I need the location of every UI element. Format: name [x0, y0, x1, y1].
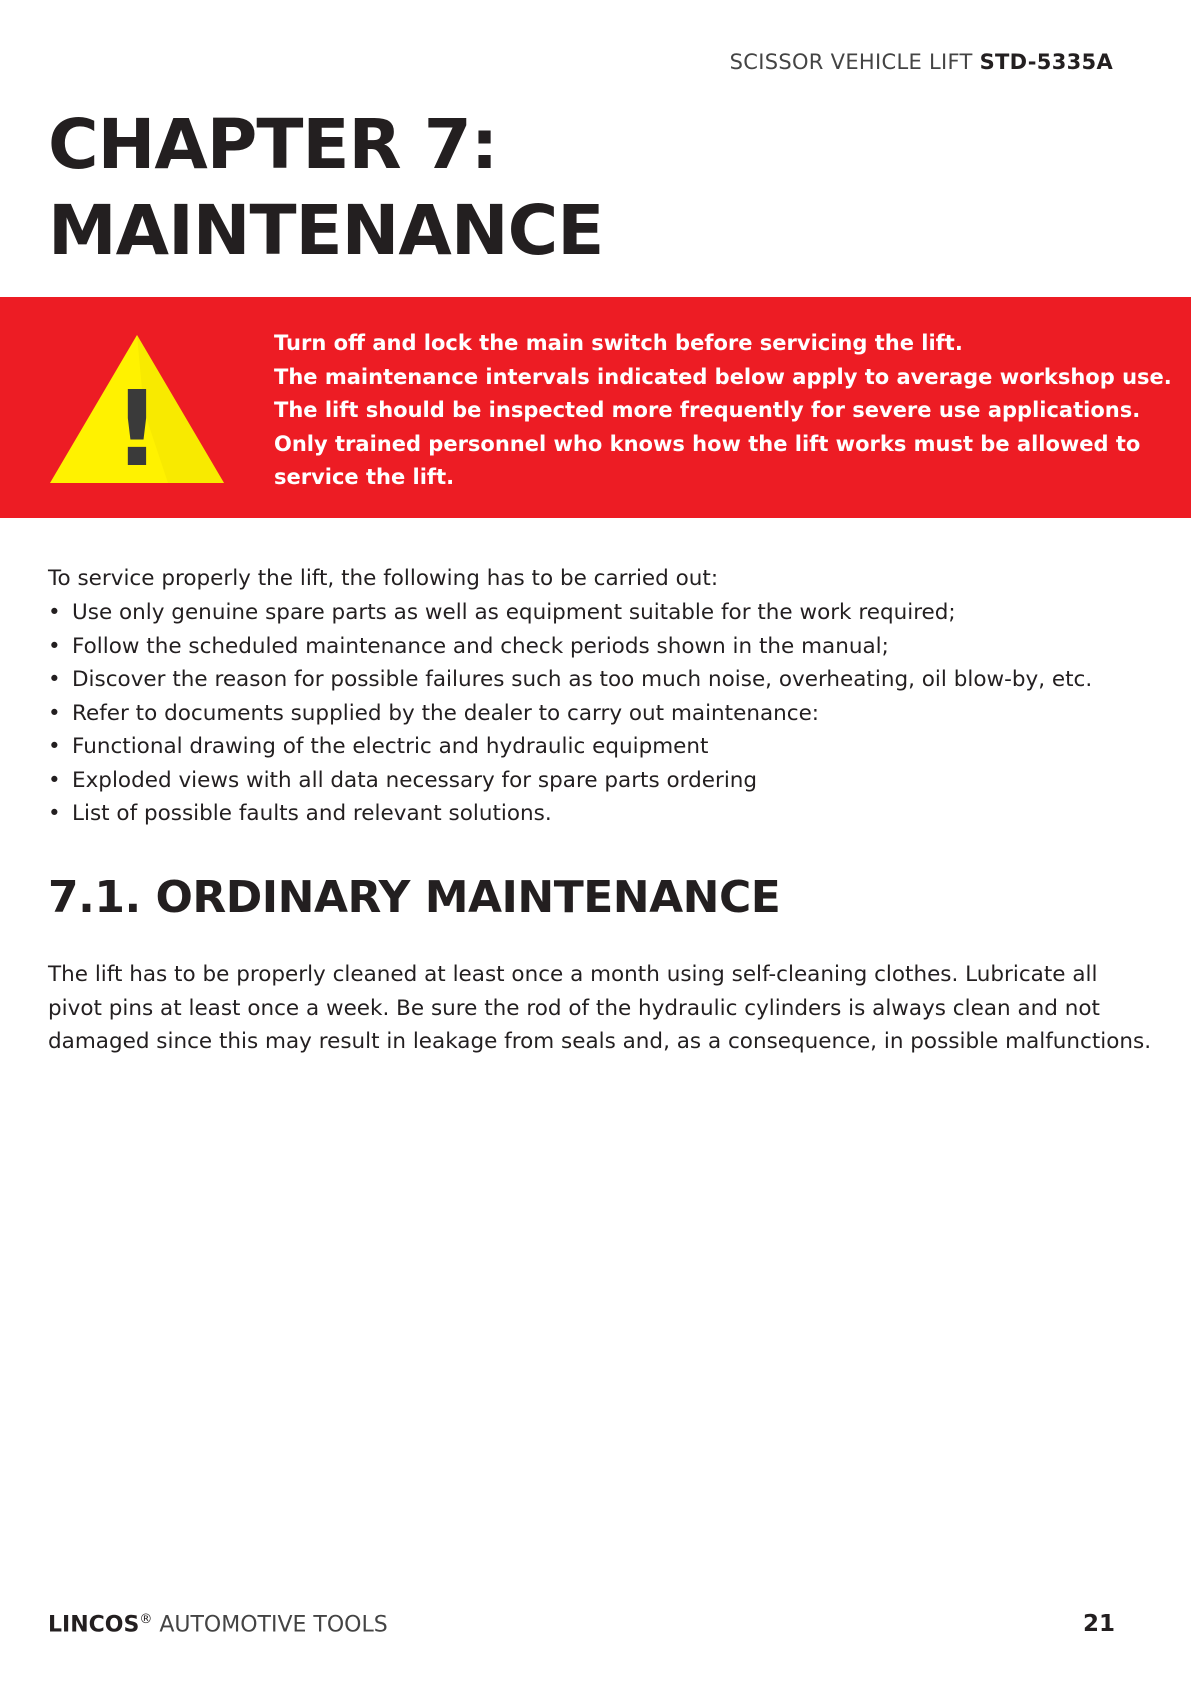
- list-item-text: Functional drawing of the electric and hydraulic equipment: [72, 734, 709, 759]
- header-product: SCISSOR VEHICLE LIFT: [729, 50, 973, 74]
- footer-brand: [48, 1612, 388, 1637]
- list-item-text: Exploded views with all data necessary for spare parts ordering: [72, 767, 758, 793]
- header-model: STD-5335A: [979, 50, 1113, 74]
- list-item: [48, 697, 1092, 731]
- bullet-icon: •: [48, 734, 61, 759]
- warning-line: Turn off and lock the main switch before servicing the lift.: [274, 331, 963, 355]
- section-body: [48, 958, 1152, 1059]
- warning-line: The lift should be inspected more frequently for severe use applications.: [274, 398, 1141, 422]
- warning-triangle-icon: [48, 331, 226, 487]
- chapter-title-line-2: MAINTENANCE: [48, 191, 604, 271]
- requirements-list: [48, 596, 1092, 831]
- list-item: [48, 630, 1092, 664]
- list-item: [48, 730, 1092, 764]
- warning-line: Only trained personnel who knows how the lift works must be allowed to: [274, 431, 1141, 456]
- warning-text: [274, 327, 1172, 495]
- chapter-title: [48, 102, 603, 274]
- section-body-line: damaged since this may result in leakage from seals and, as a consequence, in possible malfunctions.: [48, 1029, 1152, 1054]
- page-number: 21: [1082, 1611, 1115, 1637]
- list-item-text: Refer to documents supplied by the dealer to carry out maintenance:: [72, 700, 820, 726]
- list-item: [48, 764, 1092, 798]
- list-item-text: Use only genuine spare parts as well as equipment suitable for the work required;: [72, 600, 956, 625]
- warning-line: service the lift.: [274, 465, 455, 489]
- bullet-icon: •: [48, 600, 61, 625]
- list-item-text: Follow the scheduled maintenance and check periods shown in the manual;: [72, 633, 889, 659]
- section-body-line: The lift has to be properly cleaned at least once a month using self-cleaning clothes. Lubricate all: [48, 962, 1098, 987]
- document-header: [730, 50, 1113, 74]
- list-item: [48, 797, 1092, 831]
- warning-line: The maintenance intervals indicated below apply to average workshop use.: [274, 364, 1172, 389]
- warning-exclamation: !: [113, 368, 161, 487]
- list-item-text: List of possible faults and relevant solutions.: [72, 801, 552, 826]
- footer-brand-name: LINCOS: [48, 1612, 140, 1638]
- bullet-icon: •: [48, 801, 61, 826]
- registered-mark: ®: [139, 1612, 153, 1627]
- warning-banner: [0, 297, 1191, 518]
- bullet-icon: •: [48, 700, 61, 726]
- list-item: [48, 663, 1092, 697]
- bullet-icon: •: [48, 633, 61, 659]
- section-body-line: pivot pins at least once a week. Be sure the rod of the hydraulic cylinders is always clean and not: [48, 995, 1100, 1021]
- section-title: 7.1. ORDINARY MAINTENANCE: [48, 872, 781, 923]
- list-item: [48, 596, 1092, 630]
- intro-paragraph: To service properly the lift, the following has to be carried out:: [48, 566, 719, 591]
- list-item-text: Discover the reason for possible failures such as too much noise, overheating, oil blow-by, etc.: [72, 667, 1093, 692]
- footer-tagline: AUTOMOTIVE TOOLS: [159, 1612, 388, 1638]
- chapter-title-line-1: CHAPTER 7:: [48, 105, 498, 185]
- bullet-icon: •: [48, 767, 61, 793]
- bullet-icon: •: [48, 667, 61, 692]
